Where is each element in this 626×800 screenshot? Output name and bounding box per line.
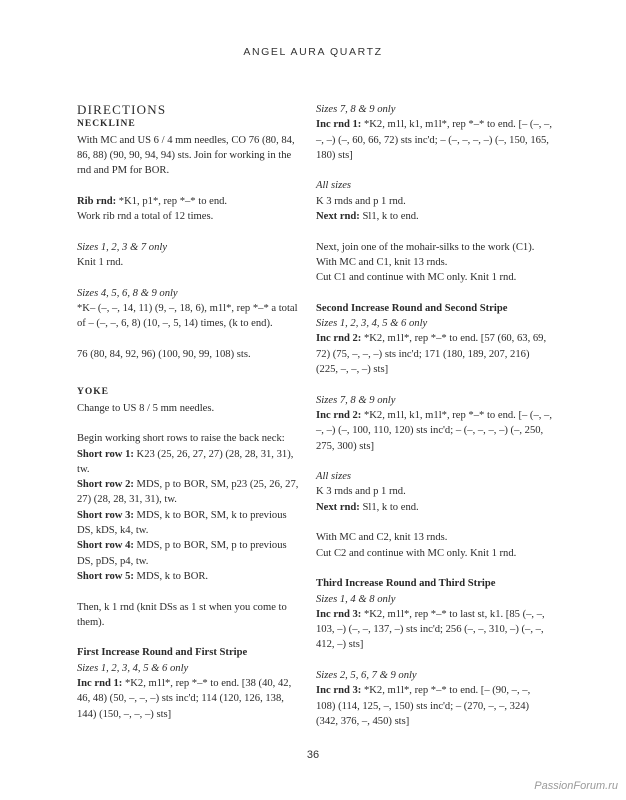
rib-round (77, 194, 305, 209)
short-row-text: MDS, p to BOR, SM, p to previous DS, pDS, p4, tw. (77, 540, 287, 567)
inc-round-1 (77, 676, 305, 722)
rib-repeat: Work rib rnd a total of 12 times. (77, 211, 214, 223)
short-row-text: MDS, k to BOR, SM, k to previous DS, kDS, k4, tw. (77, 509, 287, 537)
inc-text: *K2, m1l*, rep *–* to end. [– (90, –, –, 108) (114, 125, –, 150) sts inc'd; – (270, –, –, 324) (342, 376, –, 450) sts] (316, 685, 531, 727)
sizes-label: Sizes 2, 5, 6, 7 & 9 only (316, 669, 417, 681)
page-number: 36 (306, 749, 320, 761)
third-increase-heading: Third Increase Round and Third Stripe (316, 578, 496, 590)
sizes-label: Sizes 4, 5, 6, 8 & 9 only (77, 287, 178, 299)
right-column (316, 102, 552, 729)
short-row-4 (77, 538, 305, 569)
inc-round-3-alt (316, 683, 552, 729)
short-row-label: Short row 4: (77, 540, 134, 552)
short-row-2 (77, 477, 305, 508)
short-row-label: Short row 2: (77, 479, 134, 491)
with-c1: With MC and C1, knit 13 rnds. (316, 256, 448, 268)
inc-round-2 (316, 331, 552, 377)
with-c2: With MC and C2, knit 13 rnds. (316, 532, 448, 544)
inc-text: *K2, m1l*, rep *–* to last st, k1. [85 (–, –, 103, –) (–, –, 137, –) sts inc'd; 256 (–, –, 310, –) (–, –, 412, –) sts] (316, 608, 545, 651)
short-row-label: Short row 5: (77, 570, 134, 582)
short-rows-intro: Begin working short rows to raise the back neck: (77, 433, 285, 445)
inc-round-1-alt (316, 117, 552, 163)
second-increase-heading: Second Increase Round and Second Stripe (316, 302, 508, 314)
sizes-label: All sizes (316, 180, 352, 192)
inc-text: *K2, m1l*, rep *–* to end. [57 (60, 63, 69, 72) (75, –, –, –) sts inc'd; 171 (180, 189, 207, 216) (225, –, –, –) sts] (316, 333, 547, 376)
sizes-label: All sizes (316, 471, 352, 483)
inc-round-3 (316, 607, 552, 653)
short-row-text: K23 (25, 26, 27, 27) (28, 28, 31, 31), tw. (77, 448, 294, 475)
change-needles: Change to US 8 / 5 mm needles. (77, 402, 215, 414)
left-column (77, 102, 305, 722)
short-row-1 (77, 447, 305, 478)
inc-label: Inc rnd 2: (316, 333, 362, 345)
short-row-3 (77, 508, 305, 539)
next-round (316, 209, 552, 224)
then-knit-round: Then, k 1 rnd (knit DSs as 1 st when you come to them). (77, 601, 287, 628)
cut-c2: Cut C2 and continue with MC only. Knit 1 rnd. (316, 547, 517, 559)
sizes-label: Sizes 7, 8 & 9 only (316, 104, 396, 115)
next-label: Next rnd: (316, 501, 360, 513)
neckline-heading: NECKLINE (77, 119, 136, 130)
short-row-text: MDS, k to BOR. (133, 570, 209, 582)
inc-text: *K2, m1l, k1, m1l*, rep *–* to end. [– (–, –, –, –) (–, 100, 110, 120) sts inc'd; – (–, –, –, –) (–, 250, 275, 300) sts] (316, 409, 552, 452)
knit-1-rnd: Knit 1 rnd. (77, 256, 124, 268)
sizes-label: Sizes 1, 2, 3 & 7 only (77, 241, 168, 253)
next-label: Next rnd: (316, 211, 360, 223)
next-text: Sl1, k to end. (359, 501, 419, 513)
join-c1: Next, join one of the mohair-silks to the work (C1). (316, 241, 535, 253)
running-header: ANGEL AURA QUARTZ (243, 46, 383, 58)
short-row-text: MDS, p to BOR, SM, p23 (25, 26, 27, 27) (28, 28, 31, 31), tw. (77, 479, 299, 506)
rib-label: Rib rnd: (77, 195, 117, 207)
inc-label: Inc rnd 2: (316, 409, 362, 421)
knit-purl-rounds: K 3 rnds and p 1 rnd. (316, 486, 406, 498)
yoke-heading: YOKE (77, 387, 109, 398)
next-text: Sl1, k to end. (359, 211, 419, 223)
short-row-5 (77, 569, 305, 584)
inc-round-2-alt (316, 408, 552, 454)
neckline-paragraph: With MC and US 6 / 4 mm needles, CO 76 (80, 84, 86, 88) (90, 90, 94, 94) sts. Join for working in the rnd and PM for BOR. (77, 134, 295, 177)
stitch-count: 76 (80, 84, 92, 96) (100, 90, 99, 108) sts. (77, 348, 251, 360)
cut-c1: Cut C1 and continue with MC only. Knit 1 rnd. (316, 272, 517, 284)
knit-purl-rounds: K 3 rnds and p 1 rnd. (316, 195, 406, 207)
inc-text: *K2, m1l, k1, m1l*, rep *–* to end. [– (–, –, –, –) (–, 60, 66, 72) sts inc'd; – (–, –, –, –) (–, 150, 165, 180) sts] (316, 119, 552, 161)
first-increase-heading: First Increase Round and First Stripe (77, 647, 248, 659)
decrease-instruction: *K– (–, –, 14, 11) (9, –, 18, 6), m1l*, rep *–* a total of – (–, –, 6, 8) (10, –, 5, 14) times, (k to end). (77, 302, 298, 330)
directions-heading: DIRECTIONS (77, 102, 167, 117)
short-row-label: Short row 1: (77, 448, 134, 460)
next-round (316, 500, 552, 515)
watermark: PassionForum.ru (534, 780, 618, 792)
sizes-label: Sizes 1, 4 & 8 only (316, 593, 396, 605)
inc-label: Inc rnd 3: (316, 685, 362, 697)
sizes-label: Sizes 1, 2, 3, 4, 5 & 6 only (77, 662, 189, 674)
inc-label: Inc rnd 3: (316, 608, 362, 620)
inc-label: Inc rnd 1: (316, 119, 362, 131)
inc-label: Inc rnd 1: (77, 677, 123, 689)
sizes-label: Sizes 7, 8 & 9 only (316, 394, 396, 406)
sizes-label: Sizes 1, 2, 3, 4, 5 & 6 only (316, 318, 428, 330)
rib-text: *K1, p1*, rep *–* to end. (116, 195, 228, 207)
short-row-label: Short row 3: (77, 509, 134, 521)
inc-text: *K2, m1l*, rep *–* to end. [38 (40, 42, 46, 48) (50, –, –, –) sts inc'd; 114 (120, 126, 138, 144) (150, –, –, –) sts] (77, 677, 292, 720)
